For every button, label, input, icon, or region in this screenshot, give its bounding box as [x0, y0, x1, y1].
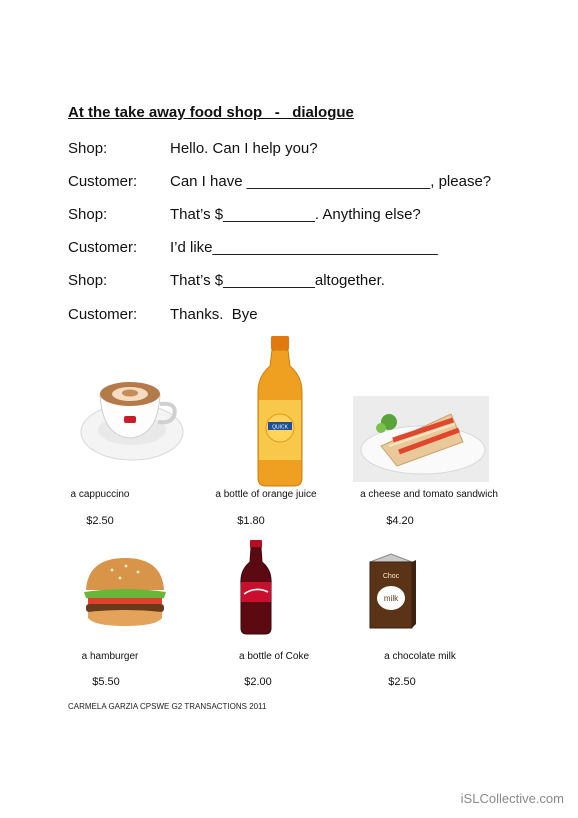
cappuccino-icon: [78, 368, 186, 466]
item-caption: a cheese and tomato sandwich: [360, 489, 498, 500]
coke-bottle-icon: [238, 540, 274, 636]
svg-text:QUICK: QUICK: [272, 424, 288, 431]
item-caption: a bottle of orange juice: [215, 489, 317, 500]
dialogue-line: Can I have ______________________, please?: [170, 173, 492, 190]
worksheet-title: At the take away food shop - dialogue: [68, 104, 354, 121]
item-price: $1.80: [237, 515, 265, 527]
hamburger-icon: [82, 556, 168, 628]
speaker-label: Customer:: [68, 173, 138, 190]
item-caption: a bottle of Coke: [238, 651, 310, 662]
item-price: $5.50: [92, 676, 120, 688]
dialogue-line: That’s $___________altogether.: [170, 272, 385, 289]
item-price: $2.00: [244, 676, 272, 688]
speaker-label: Customer:: [68, 239, 138, 256]
orange-juice-bottle-icon: [254, 336, 306, 488]
dialogue-line: I’d like___________________________: [170, 239, 438, 256]
item-caption: a cappuccino: [70, 489, 130, 500]
item-caption: a hamburger: [81, 651, 139, 662]
footer-credit: CARMELA GARZIA CPSWE G2 TRANSACTIONS 2011: [68, 702, 267, 711]
svg-text:milk: milk: [383, 594, 399, 603]
item-price: $2.50: [86, 515, 114, 527]
chocolate-milk-icon: [364, 552, 418, 630]
speaker-label: Shop:: [68, 206, 108, 223]
dialogue-line: Hello. Can I help you?: [170, 140, 318, 157]
dialogue-row: [68, 306, 258, 374]
dialogue-line: Thanks. Bye: [170, 306, 258, 323]
brand-watermark[interactable]: iSLCollective.com: [460, 791, 564, 806]
item-price: $4.20: [386, 515, 414, 527]
svg-text:Choc: Choc: [382, 573, 400, 580]
dialogue-line: That’s $___________. Anything else?: [170, 206, 421, 223]
speaker-label: Customer:: [68, 306, 138, 323]
speaker-label: Shop:: [68, 140, 108, 157]
item-price: $2.50: [388, 676, 416, 688]
sandwich-icon: [353, 396, 489, 482]
speaker-label: Shop:: [68, 272, 108, 289]
item-caption: a chocolate milk: [384, 651, 456, 662]
